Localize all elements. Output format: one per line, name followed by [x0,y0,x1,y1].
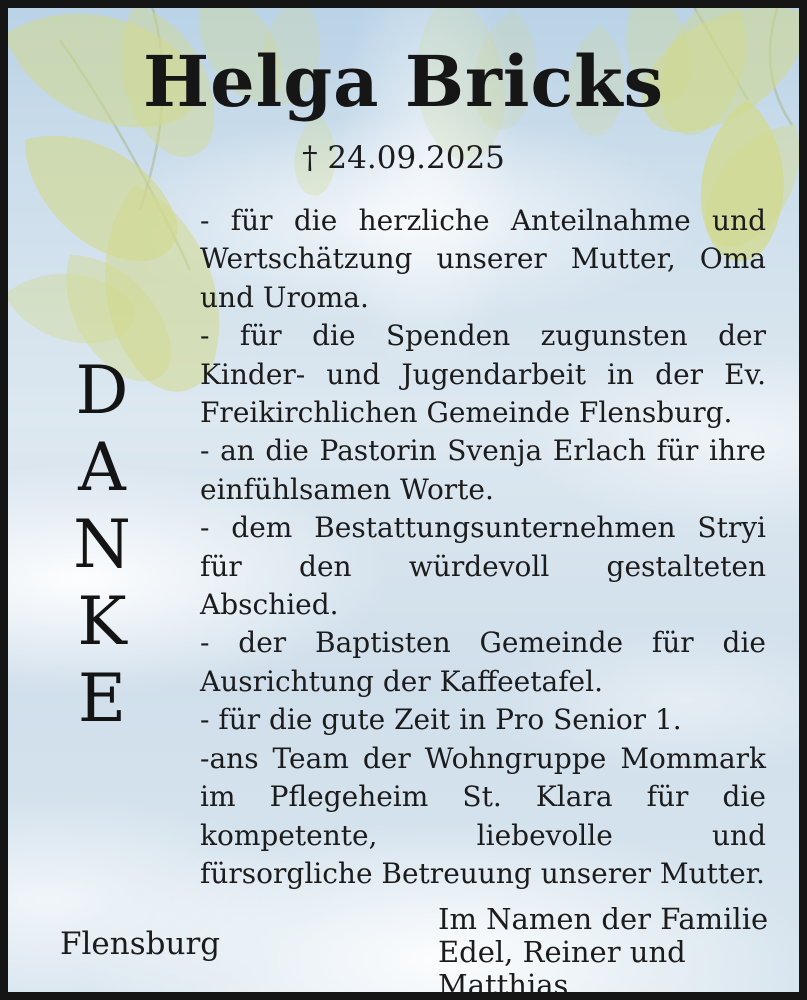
vertical-danke-word [66,352,138,737]
danke-letter: K [77,583,127,660]
danke-letter: E [77,660,127,737]
thank-you-paragraph: - für die herzliche Anteilnahme und Wertschätzung unserer Mutter, Oma und Uroma. [200,204,766,314]
thank-you-paragraph: - für die Spenden zugunsten der Kinder- und Jugendarbeit in der Ev. Freikirchlichen Gemeinde Flensburg. [200,319,766,430]
danke-letter: D [75,352,129,429]
thank-you-paragraph: -ans Team der Wohngruppe Mommark im Pflegeheim St. Klara für die kompetente, liebevolle und fürsorgliche Betreuung unserer Mutter. [200,741,766,890]
deceased-name: Helga Bricks [142,40,665,123]
thank-you-paragraph: - an die Pastorin Svenja Erlach für ihre einfühlsamen Worte. [200,434,766,506]
danke-letter: A [78,429,126,506]
family-closing [438,903,807,1000]
city-name: Flensburg [60,926,221,962]
family-closing-line1: Im Namen der Familie [438,902,769,936]
danke-letter: N [73,506,131,583]
thank-you-paragraph: - der Baptisten Gemeinde für die Ausrichtung der Kaffeetafel. [200,626,766,698]
death-date: † 24.09.2025 [302,140,505,176]
thank-you-paragraph: - dem Bestattungsunternehmen Stryi für den würdevoll gestalteten Abschied. [200,511,766,622]
thank-you-text [200,202,766,893]
thank-you-paragraph: - für die gute Zeit in Pro Senior 1. [200,703,682,737]
family-closing-line2: Edel, Reiner und Matthias [438,935,686,1000]
